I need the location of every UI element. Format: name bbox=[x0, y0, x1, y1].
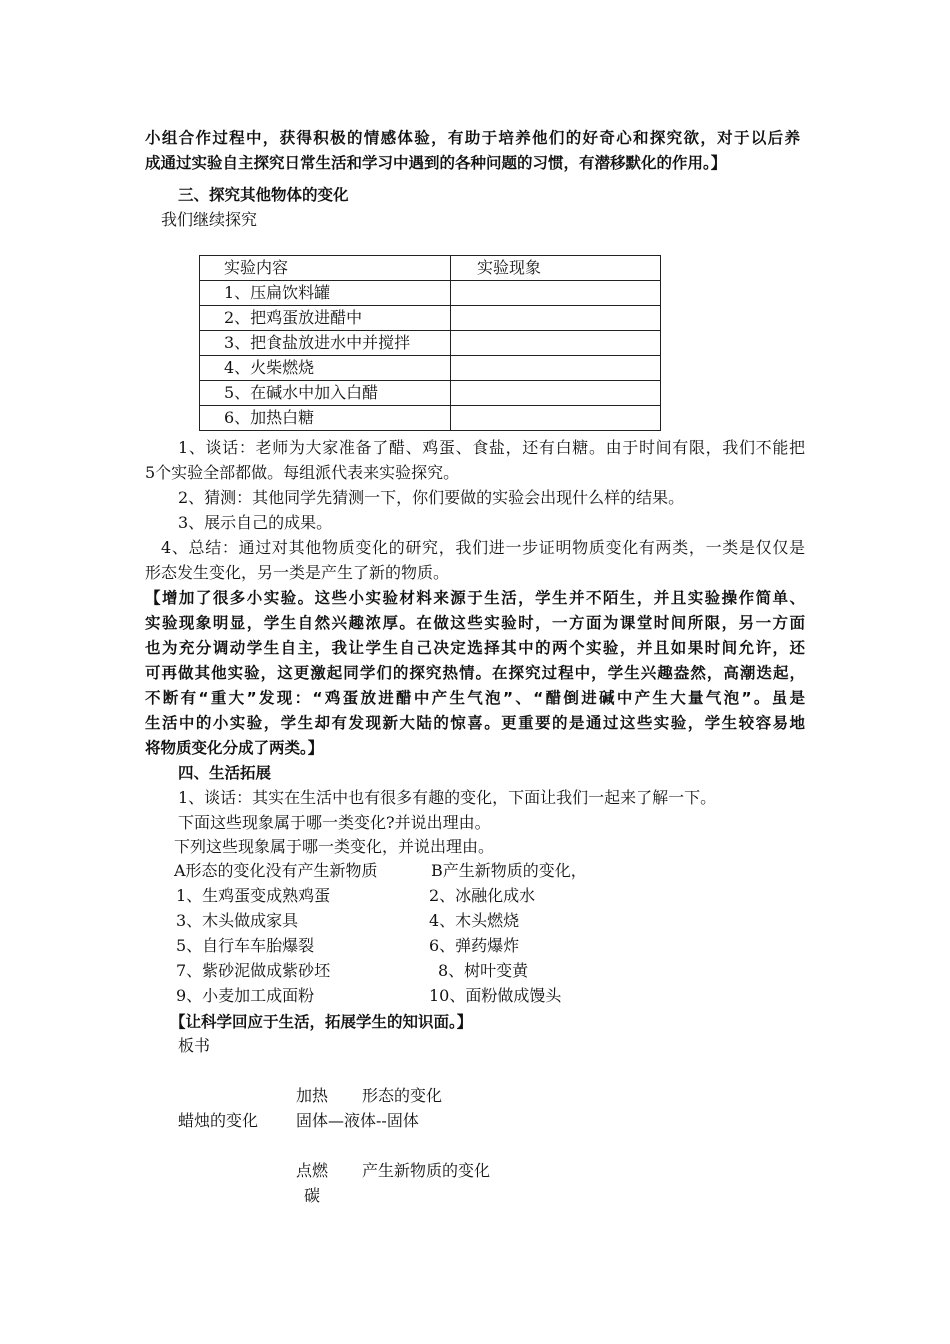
board-title: 蜡烛的变化 bbox=[178, 1111, 259, 1130]
table-row bbox=[200, 331, 661, 356]
list-item: 1、生鸡蛋变成熟鸡蛋 bbox=[176, 886, 331, 905]
comment1-line-3: 也为充分调动学生自主，我让学生自己决定选择其中的两个实验，并且如果时间允许，还 bbox=[145, 639, 805, 657]
list-item: 6、弹药爆炸 bbox=[429, 936, 520, 955]
step-guess: 2、猜测：其他同学先猜测一下，你们要做的实验会出现什么样的结果。 bbox=[178, 488, 685, 507]
step-summary-line-1: 4、总结：通过对其他物质变化的研究，我们进一步证明物质变化有两类，一类是仅仅是 bbox=[161, 538, 805, 557]
step-talk-line-2: 5个实验全部都做。每组派代表来实验探究。 bbox=[145, 463, 460, 482]
list-item: 8、树叶变黄 bbox=[438, 961, 529, 980]
list-item: 5、自行车车胎爆裂 bbox=[176, 936, 315, 955]
list-item: 9、小麦加工成面粉 bbox=[176, 986, 315, 1005]
table-cell bbox=[451, 306, 661, 331]
comment1-line-6: 生活中的小实验，学生却有发现新大陆的惊喜。更重要的是通过这些实验，学生较容易地 bbox=[145, 714, 805, 732]
section3-heading: 三、探究其他物体的变化 bbox=[178, 186, 349, 204]
step-summary-line-2: 形态发生变化，另一类是产生了新的物质。 bbox=[145, 563, 450, 582]
comment1-line-4: 可再做其他实验，这更激起同学们的探究热情。在探究过程中，学生兴趣盎然，高潮迭起， bbox=[145, 664, 805, 682]
board-label: 板书 bbox=[178, 1036, 211, 1055]
table-cell: 6、加热白糖 bbox=[200, 406, 451, 431]
table-header-cell: 实验现象 bbox=[451, 256, 661, 281]
intro-line-1: 小组合作过程中，获得积极的情感体验，有助于培养他们的好奇心和探究欲，对于以后养 bbox=[145, 129, 800, 147]
table-cell bbox=[451, 281, 661, 306]
table-row bbox=[200, 381, 661, 406]
intro-line-2: 成通过实验自主探究日常生活和学习中遇到的各种问题的习惯，有潜移默化的作用。】 bbox=[145, 154, 727, 172]
list-item: 3、木头做成家具 bbox=[176, 911, 299, 930]
table-header-cell: 实验内容 bbox=[200, 256, 451, 281]
board-ignite: 点燃 bbox=[296, 1161, 329, 1180]
table-cell: 3、把食盐放进水中并搅拌 bbox=[200, 331, 451, 356]
table-row bbox=[200, 281, 661, 306]
table-cell: 1、压扁饮料罐 bbox=[200, 281, 451, 306]
list-item: 2、冰融化成水 bbox=[429, 886, 536, 905]
board-new-substance: 产生新物质的变化 bbox=[362, 1161, 491, 1180]
experiment-table bbox=[199, 255, 661, 431]
comment2: 【让科学回应于生活，拓展学生的知识面。】 bbox=[170, 1013, 473, 1031]
list-item: 4、木头燃烧 bbox=[429, 911, 520, 930]
section4-heading: 四、生活拓展 bbox=[178, 764, 272, 782]
board-carbon: 碳 bbox=[304, 1186, 321, 1205]
step-talk-line-1: 1、谈话：老师为大家准备了醋、鸡蛋、食盐，还有白糖。由于时间有限，我们不能把 bbox=[178, 438, 805, 457]
comment1-line-1: 【增加了很多小实验。这些小实验材料来源于生活，学生并不陌生，并且实验操作简单、 bbox=[145, 589, 805, 607]
table-row bbox=[200, 406, 661, 431]
comment1-line-7: 将物质变化分成了两类。】 bbox=[145, 739, 324, 757]
table-cell: 5、在碱水中加入白醋 bbox=[200, 381, 451, 406]
list-item: 10、面粉做成馒头 bbox=[429, 986, 562, 1005]
board-form-change: 形态的变化 bbox=[362, 1086, 443, 1105]
section4-question-1: 下面这些现象属于哪一类变化?并说出理由。 bbox=[178, 813, 491, 832]
section4-talk: 1、谈话：其实在生活中也有很多有趣的变化，下面让我们一起来了解一下。 bbox=[178, 788, 717, 807]
table-cell bbox=[451, 331, 661, 356]
table-cell bbox=[451, 381, 661, 406]
comment1-line-2: 实验现象明显，学生自然兴趣浓厚。在做这些实验时，一方面为课堂时间所限，另一方面 bbox=[145, 614, 805, 632]
section4-question-2: 下列这些现象属于哪一类变化，并说出理由。 bbox=[174, 837, 495, 856]
board-states: 固体—液体--固体 bbox=[296, 1111, 419, 1130]
list-item: 7、紫砂泥做成紫砂坯 bbox=[176, 961, 331, 980]
table-row bbox=[200, 356, 661, 381]
table-cell: 2、把鸡蛋放进醋中 bbox=[200, 306, 451, 331]
table-cell bbox=[451, 406, 661, 431]
table-row bbox=[200, 306, 661, 331]
board-heat: 加热 bbox=[296, 1086, 329, 1105]
table-header-row bbox=[200, 256, 661, 281]
category-b: B产生新物质的变化， bbox=[431, 861, 587, 880]
comment1-line-5: 不断有“重大”发现：“鸡蛋放进醋中产生气泡”、“醋倒进碱中产生大量气泡”。虽是 bbox=[145, 689, 805, 707]
section3-subtext: 我们继续探究 bbox=[161, 210, 258, 229]
table-cell bbox=[451, 356, 661, 381]
table-cell: 4、火柴燃烧 bbox=[200, 356, 451, 381]
step-show: 3、展示自己的成果。 bbox=[178, 513, 333, 532]
category-a: A形态的变化没有产生新物质 bbox=[174, 861, 378, 880]
